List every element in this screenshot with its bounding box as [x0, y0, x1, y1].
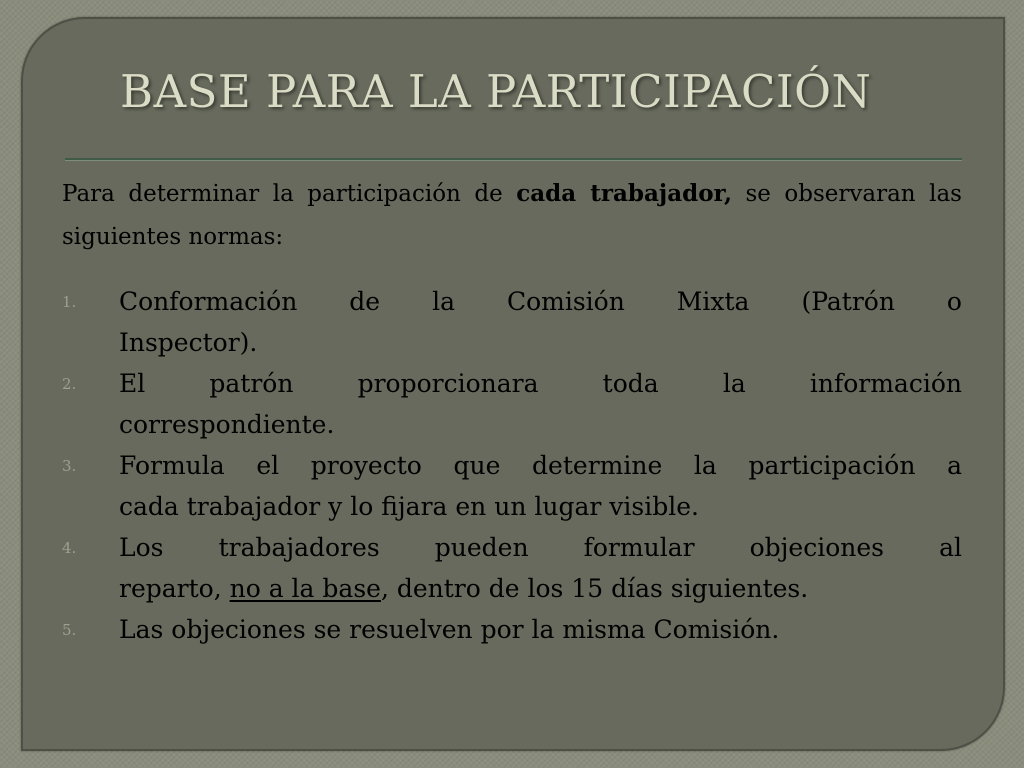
norm-number: 3.: [62, 457, 77, 475]
norm-item-5: [62, 609, 962, 650]
norm-item-2: [62, 363, 962, 445]
norm-text-line: Inspector).: [119, 328, 258, 357]
norm-number: 5.: [62, 621, 77, 639]
norm-text-line: [119, 568, 962, 609]
intro-text-start: Para determinar la participación de: [62, 181, 517, 207]
norm-item-1: [62, 281, 962, 363]
norm-number: 4.: [62, 539, 77, 557]
norm-text-fragment: reparto,: [119, 574, 230, 603]
norms-list: [62, 281, 962, 650]
intro-paragraph: [62, 172, 962, 259]
title-divider: [65, 158, 962, 161]
norm-text-line: Los trabajadores pueden formular objeciones al: [119, 533, 962, 562]
norm-text-line: cada trabajador y lo fijara en un lugar visible.: [119, 492, 699, 521]
norm-text-line: Formula el proyecto que determine la participación a: [119, 451, 962, 480]
slide-title: BASE PARA LA PARTICIPACIÓN: [120, 65, 872, 118]
norm-text-line: Las objeciones se resuelven por la misma Comisión.: [119, 615, 780, 644]
norm-text-line: Conformación de la Comisión Mixta (Patrón o: [119, 287, 962, 316]
norm-text-line: correspondiente.: [119, 410, 335, 439]
underlined-phrase: no a la base: [229, 574, 381, 603]
norm-text-line: El patrón proporcionara toda la información: [119, 369, 962, 398]
intro-bold-text: cada trabajador,: [516, 180, 733, 207]
norm-item-4: [62, 527, 962, 609]
norm-text-fragment: , dentro de los 15 días siguientes.: [380, 574, 809, 603]
norm-number: 1.: [62, 293, 77, 311]
norm-item-3: [62, 445, 962, 527]
intro-text-end: se observaran las siguientes normas:: [62, 181, 962, 250]
slide-body: [62, 172, 962, 650]
norm-number: 2.: [62, 375, 77, 393]
